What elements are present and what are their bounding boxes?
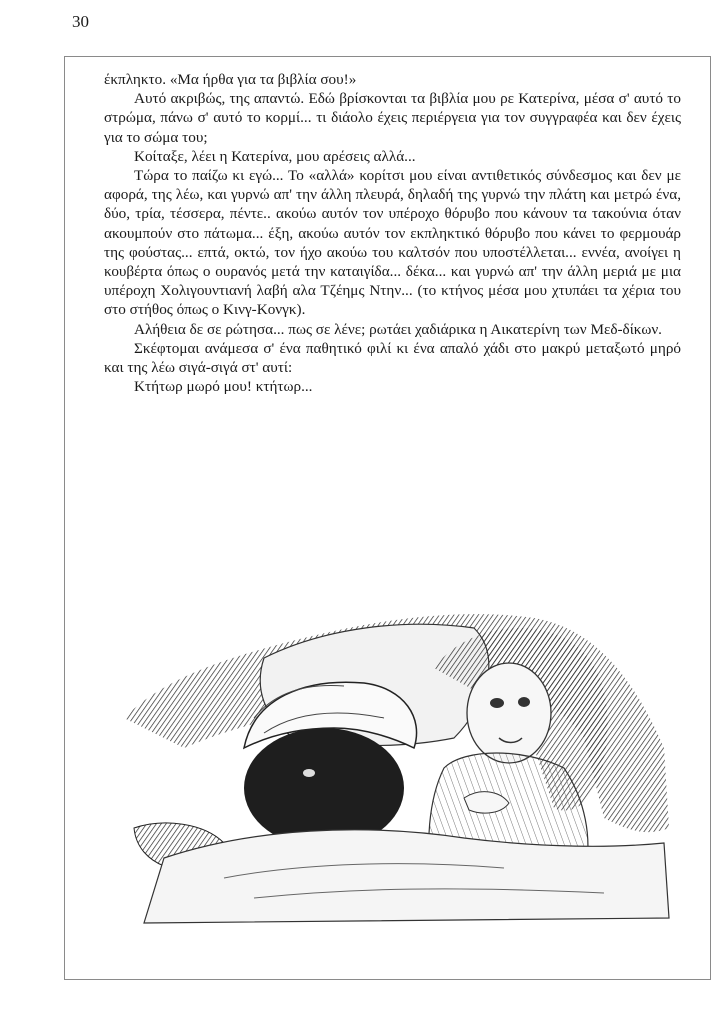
paragraph: έκπληκτο. «Μα ήρθα για τα βιβλία σου!» [104,71,357,88]
paragraph: Κτήτωρ μωρό μου! κτήτωρ... [134,378,313,396]
paragraph: Σκέφτομαι ανάμεσα σ' ένα παθητικό φιλί κι ένα απαλό χάδι στο μακρύ μεταξωτό μηρό και της λέω σιγά-σιγά στ' αυτί: [104,339,681,377]
body-text [104,70,681,396]
paragraph: Αυτό ακριβώς, της απαντώ. Εδώ βρίσκονται τα βιβλία μου ρε Κατερίνα, μέσα σ' αυτό το στρώμα, πάνω σ' αυτό το κορμί... τι διάολο έχεις περιέργεια για τον συγγραφέα και δεν έχεις για το σώμα του; [104,90,681,146]
page-number: 30 [72,12,89,31]
wolf-eye [303,769,315,777]
girl-face [467,663,551,763]
paragraph: Αλήθεια δε σε ρώτησα... πως σε λένε; ρωτάει χαδιάρικα η Αικατερίνη των Μεδ-δίκων. [134,320,662,338]
paragraph: Τώρα το παίζω κι εγώ... Το «αλλά» κορίτσι μου είναι αντιθετικός σύνδεσμος και δεν με αφορά, της λέω, και γυρνώ απ' την άλλη πλευρά, δηλαδή της γυρνώ την πλάτη και μετρώ ένα, δύο, τρία, τέσσερα, πέντε.. ακούω αυτόν τον υπέροχο θόρυβο που κάνουν τα τακούνια όταν ακουμπούν στο πάτωμα... έξη, ακούω αυτόν τον εκπληκτικό θόρυβο που κάνει το φερμουάρ της φούστας... επτά, οκτώ, τον ήχο ακούω του καλτσόν που υποστέλλεται... εννέα, ανοίγει η κουβέρτα όπως ο ουρανός μετά την καταιγίδα... δέκα... και γυρνώ απ' την άλλη μεριά με μια υπέροχη Χολιγουντιανή λαβή αλα Τζέημς Ντην... (το κτήνος μέσα μου χτυπάει τα χέρια του στο στήθος όπως ο Κινγ-Κονγκ). [104,167,681,319]
blanket [144,830,669,923]
engraving-illustration [104,598,684,928]
paragraph: Κοίταξε, λέει η Κατερίνα, μου αρέσεις αλλά... [134,147,416,165]
